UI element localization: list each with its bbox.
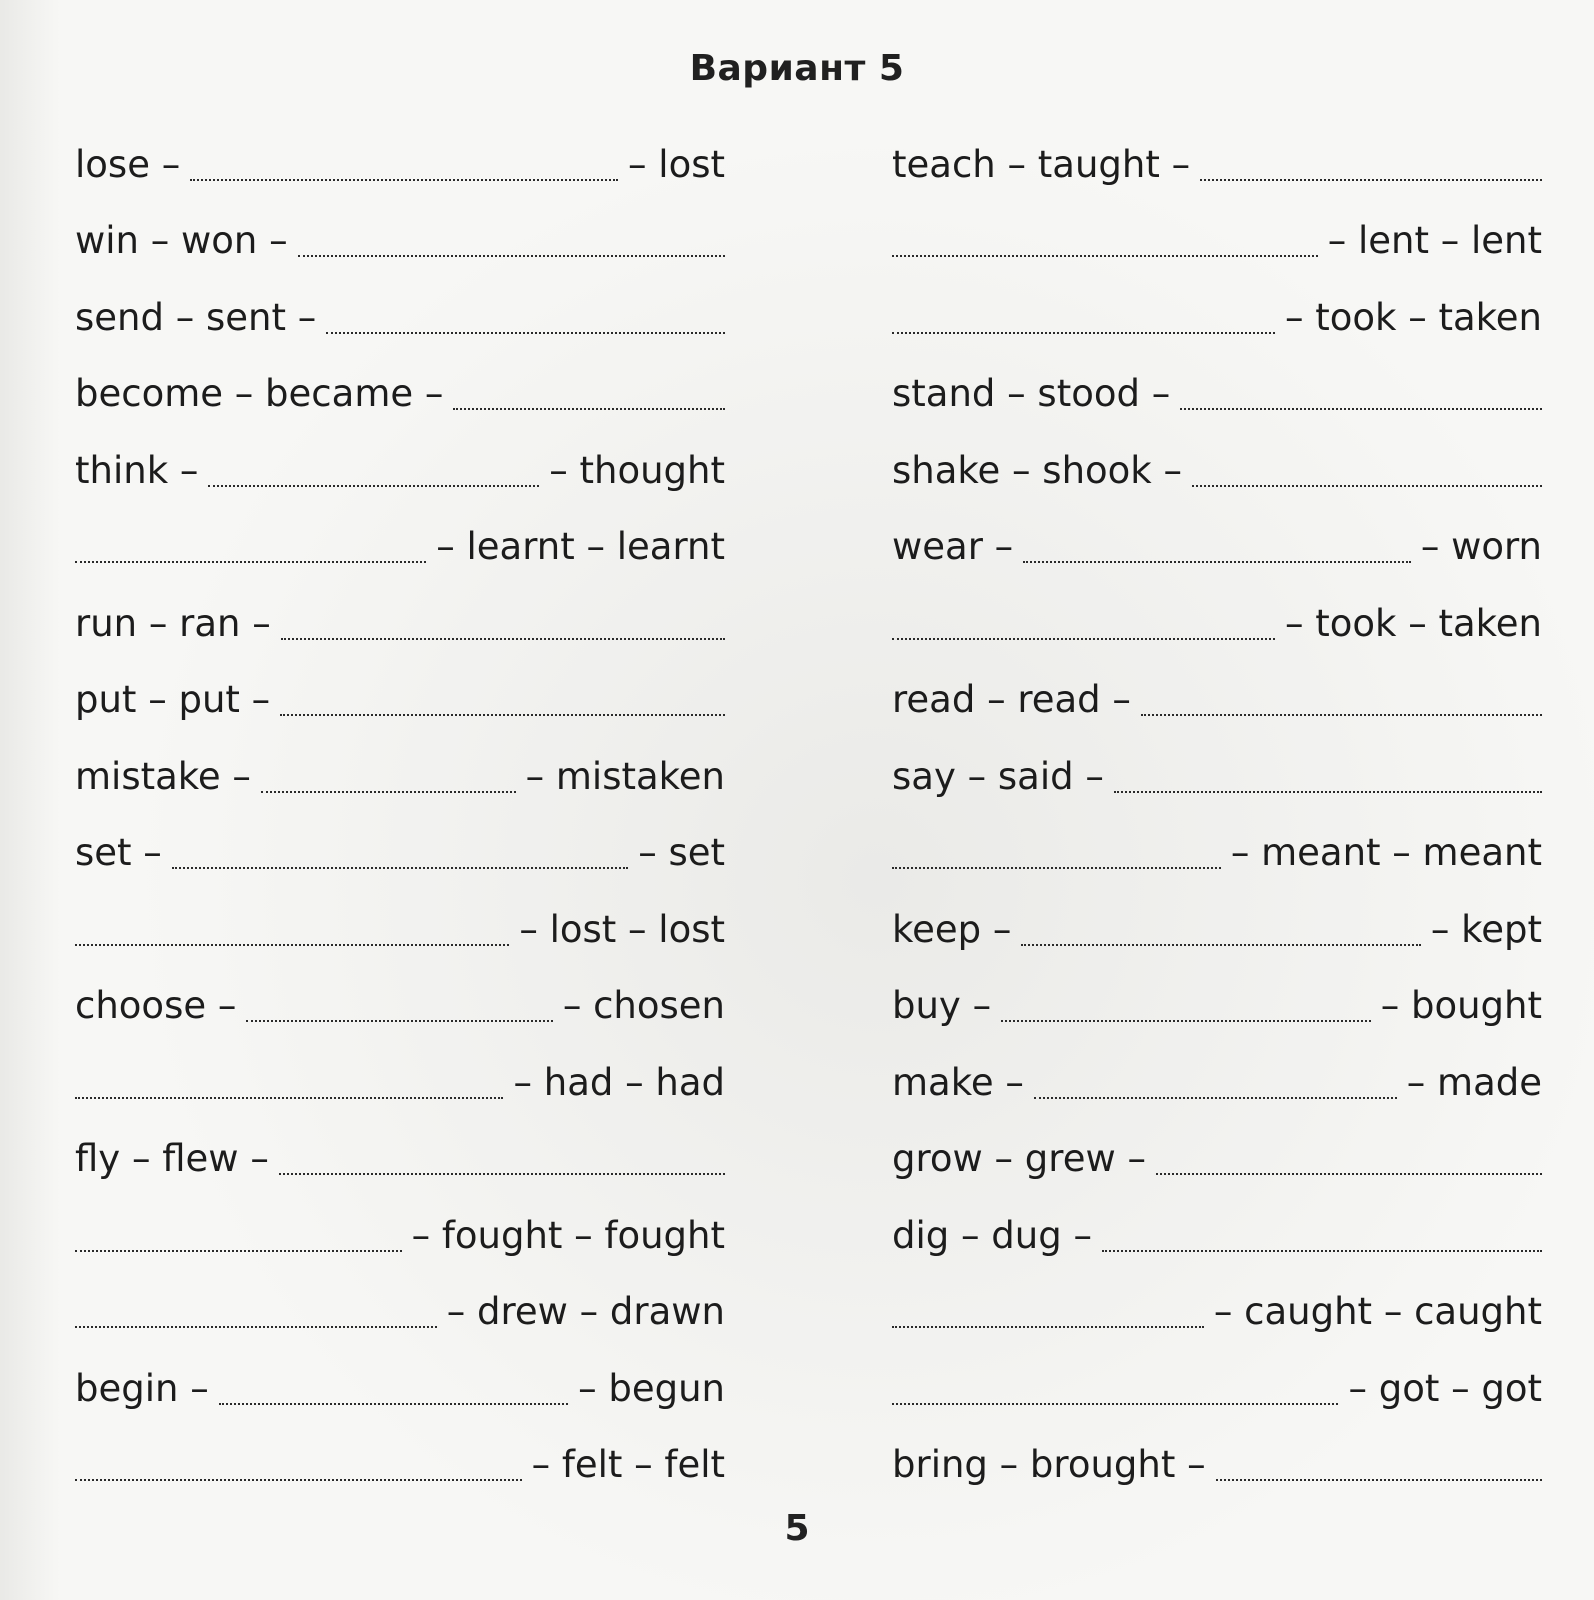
fill-in-blank[interactable] [279,1173,725,1175]
verb-row [892,1195,1542,1272]
verb-given-forms: shake – shook – [892,448,1182,492]
fill-in-blank[interactable] [208,485,539,487]
verb-given-forms: run – ran – [75,601,271,645]
verb-row [75,736,725,813]
verb-given-forms: put – put – [75,678,271,721]
verb-given-forms-end: – felt – felt [531,1443,725,1486]
fill-in-blank[interactable] [75,561,426,563]
verb-given-forms-end: – drew – drawn [446,1290,725,1333]
verb-row [892,201,1542,278]
verb-row [892,1119,1542,1196]
verb-row [75,1195,725,1272]
verb-given-forms-end: – learnt – learnt [436,525,725,568]
verb-given-forms-end: – caught – caught [1213,1290,1542,1333]
fill-in-blank[interactable] [1180,408,1542,410]
verb-row [892,966,1542,1043]
verb-given-forms-end: – lost – lost [519,907,725,951]
fill-in-blank[interactable] [298,255,725,257]
verb-row [892,1348,1542,1425]
verb-given-forms: lose – [75,142,181,186]
verb-row [75,813,725,890]
verb-given-forms: dig – dug – [892,1213,1092,1257]
fill-in-blank[interactable] [1141,714,1542,716]
verb-row [75,1272,725,1349]
fill-in-blank[interactable] [261,791,516,793]
verb-given-forms-end: – took – taken [1285,295,1542,339]
verb-row [892,736,1542,813]
fill-in-blank[interactable] [892,867,1221,869]
fill-in-blank[interactable] [453,408,725,410]
verb-given-forms-end: – had – had [513,1060,725,1104]
verb-row [892,1425,1542,1502]
verb-given-forms: say – said – [892,754,1104,798]
verb-given-forms: read – read – [892,678,1131,721]
fill-in-blank[interactable] [246,1020,552,1022]
fill-in-blank[interactable] [1200,179,1542,181]
fill-in-blank[interactable] [281,638,725,640]
fill-in-blank[interactable] [1034,1097,1397,1099]
verb-given-forms-end: – lost [628,142,725,186]
fill-in-blank[interactable] [892,1403,1338,1405]
verb-given-forms: think – [75,448,199,492]
verb-given-forms-end: – thought [549,448,725,492]
fill-in-blank[interactable] [892,1326,1204,1328]
fill-in-blank[interactable] [75,1326,437,1328]
fill-in-blank[interactable] [1156,1173,1542,1175]
fill-in-blank[interactable] [1023,561,1411,563]
fill-in-blank[interactable] [75,1097,503,1099]
fill-in-blank[interactable] [1021,944,1420,946]
verb-given-forms-end: – begun [578,1366,725,1410]
fill-in-blank[interactable] [1114,791,1542,793]
verb-row [892,889,1542,966]
verb-row [892,354,1542,431]
fill-in-blank[interactable] [892,255,1318,257]
verb-given-forms: keep – [892,907,1012,951]
verb-given-forms-end: – chosen [562,984,725,1027]
verb-given-forms-end: – took – taken [1285,601,1542,645]
right-column [892,124,1542,1501]
verb-row [892,660,1542,737]
fill-in-blank[interactable] [892,332,1275,334]
verb-row [75,1119,725,1196]
fill-in-blank[interactable] [326,332,725,334]
fill-in-blank[interactable] [75,1250,402,1252]
verb-row [75,583,725,660]
verb-row [75,507,725,584]
verb-given-forms-end: – kept [1430,907,1542,951]
verb-given-forms-end: – fought – fought [411,1213,725,1257]
verb-given-forms: teach – taught – [892,142,1191,186]
verb-given-forms-end: – bought [1380,984,1542,1027]
verb-given-forms: wear – [892,525,1014,568]
verb-given-forms: grow – grew – [892,1137,1146,1180]
verb-given-forms-end: – mistaken [525,754,725,798]
verb-row [75,354,725,431]
fill-in-blank[interactable] [1001,1020,1371,1022]
verb-row [75,277,725,354]
page-title: Вариант 5 [689,48,905,89]
verb-given-forms: make – [892,1060,1024,1104]
verb-given-forms: buy – [892,984,992,1027]
verb-given-forms: fly – flew – [75,1137,269,1180]
verb-row [75,124,725,201]
verb-row [75,1348,725,1425]
fill-in-blank[interactable] [75,944,509,946]
verb-row [892,277,1542,354]
verb-given-forms-end: – made [1406,1060,1542,1104]
fill-in-blank[interactable] [892,638,1275,640]
fill-in-blank[interactable] [190,179,618,181]
fill-in-blank[interactable] [1216,1479,1542,1481]
verb-row [75,966,725,1043]
verb-row [75,1425,725,1502]
verb-row [75,660,725,737]
verb-given-forms-end: – worn [1420,525,1542,568]
verb-row [75,889,725,966]
verb-given-forms: choose – [75,984,237,1027]
verb-given-forms-end: – lent – lent [1327,219,1542,262]
verb-given-forms-end: – set [638,831,725,874]
verb-row [892,430,1542,507]
verb-given-forms: begin – [75,1366,209,1410]
verb-given-forms: win – won – [75,219,288,262]
fill-in-blank[interactable] [280,714,725,716]
fill-in-blank[interactable] [219,1403,568,1405]
verb-row [75,201,725,278]
fill-in-blank[interactable] [1192,485,1542,487]
verb-given-forms: stand – stood – [892,372,1171,415]
verb-given-forms: set – [75,831,162,874]
verb-given-forms-end: – meant – meant [1230,831,1542,874]
verb-row [75,1042,725,1119]
verb-given-forms: become – became – [75,372,444,415]
verb-row [892,1042,1542,1119]
fill-in-blank[interactable] [172,867,628,869]
verb-row [892,124,1542,201]
verb-row [892,1272,1542,1349]
verb-given-forms: send – sent – [75,295,317,339]
verb-row [75,430,725,507]
verb-row [892,813,1542,890]
page-number: 5 [784,1508,810,1549]
verb-given-forms: mistake – [75,754,251,798]
verb-row [892,583,1542,660]
verb-given-forms-end: – got – got [1348,1366,1542,1410]
verb-given-forms: bring – brought – [892,1443,1206,1486]
left-column [75,124,725,1501]
fill-in-blank[interactable] [1102,1250,1542,1252]
verb-row [892,507,1542,584]
fill-in-blank[interactable] [75,1479,522,1481]
